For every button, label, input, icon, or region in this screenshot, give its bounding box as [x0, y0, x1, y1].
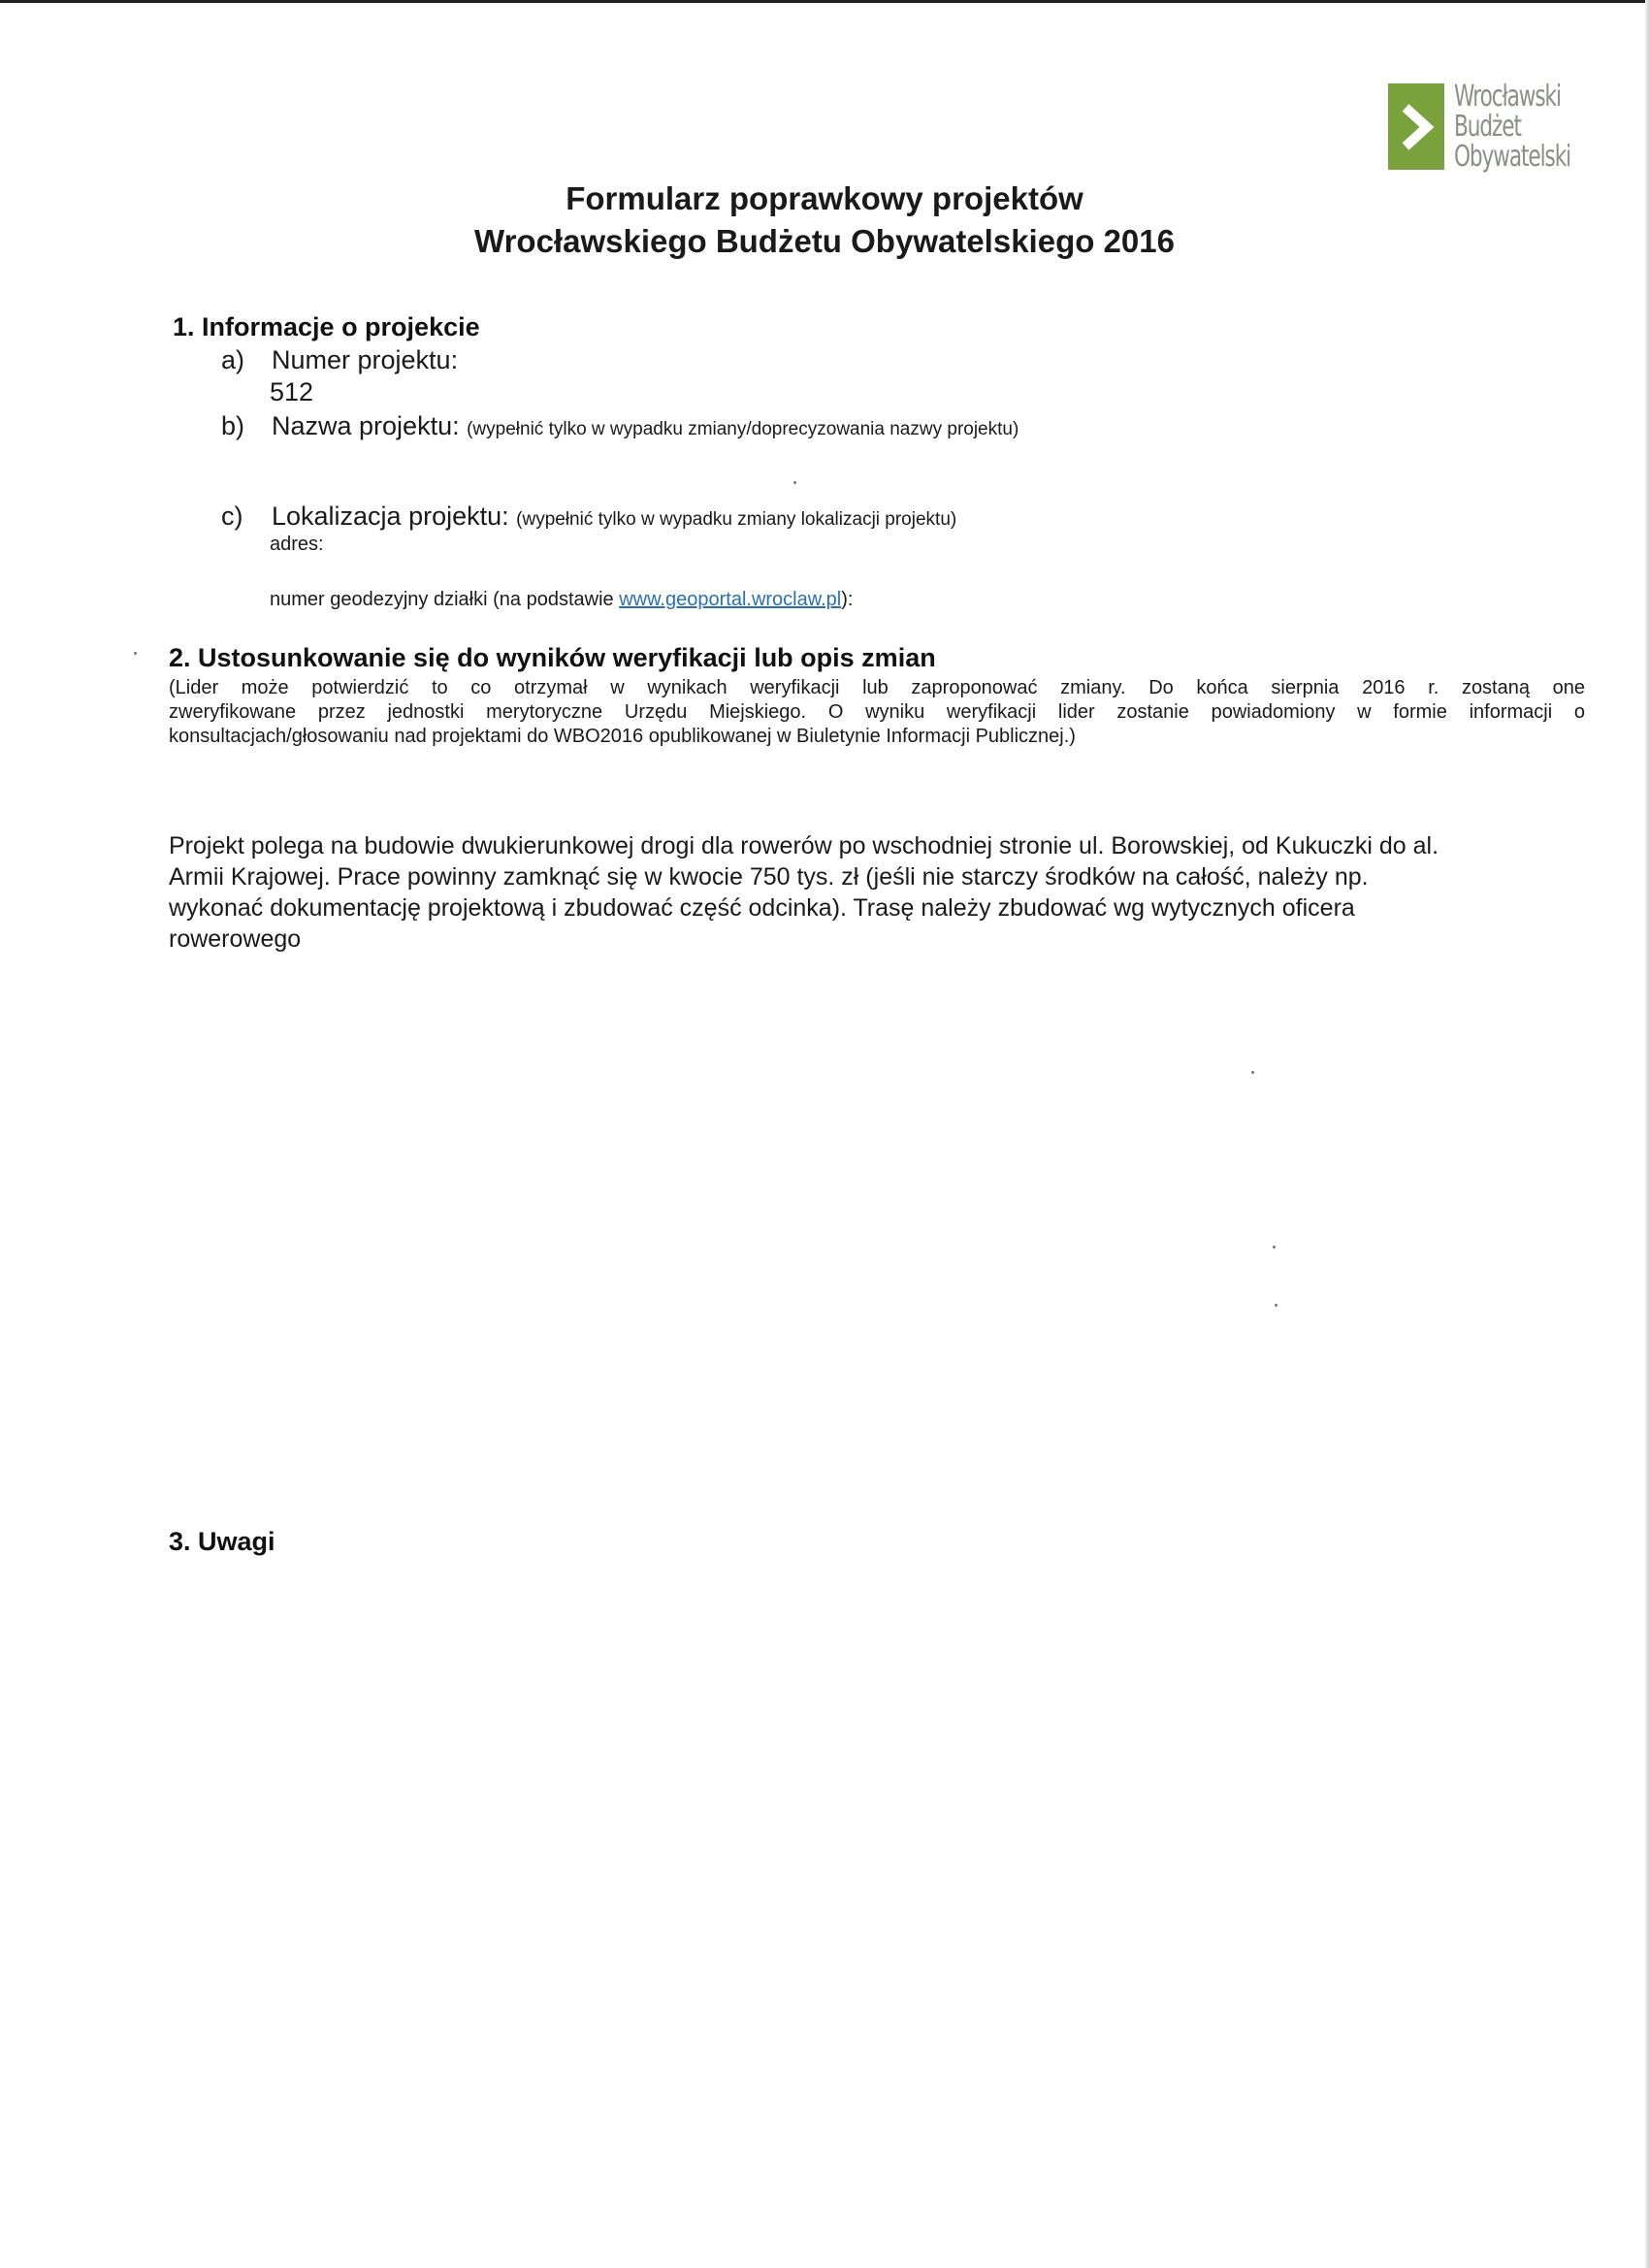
- scan-speck: [134, 652, 137, 655]
- section-1-heading: 1. Informacje o projekcie: [173, 312, 480, 341]
- project-name-label: Nazwa projektu:: [272, 411, 460, 440]
- item-c-marker: c): [221, 502, 243, 531]
- scan-speck: [1273, 1246, 1276, 1248]
- project-name-hint: (wypełnić tylko w wypadku zmiany/doprecyzowania nazwy projektu): [467, 419, 1019, 439]
- logo-line-2: Budżet: [1454, 110, 1521, 144]
- section-2-instructions: [169, 676, 1585, 749]
- wbo-logo: [1388, 80, 1577, 174]
- body-line-4: rowerowego: [169, 925, 302, 953]
- parcel-number-label: numer geodezyjny działki (na podstawie: [270, 589, 620, 610]
- item-a-marker: a): [221, 345, 245, 374]
- scan-top-edge: [0, 0, 1649, 3]
- geoportal-link[interactable]: www.geoportal.wroclaw.pl: [619, 589, 842, 610]
- body-line-1: Projekt polega na budowie dwukierunkowej drogi dla rowerów po wschodniej stronie ul. Borowskiej, od Kukuczki do al.: [169, 832, 1439, 859]
- parcel-number-row: [270, 589, 853, 611]
- logo-line-3: Obywatelski: [1454, 140, 1571, 174]
- instructions-line-1: (Lider może potwierdzić to co otrzymał w wynikach weryfikacji lub zaproponować zmiany. Do końca sierpnia 2016 r. zostaną one: [169, 677, 1585, 698]
- instructions-line-2: zweryfikowane przez jednostki merytoryczne Urzędu Miejskiego. O wyniku weryfikacji lider zostanie powiadomiony w formie informacji o: [169, 701, 1585, 723]
- scan-speck: [793, 481, 796, 484]
- parcel-number-label-end: ):: [841, 589, 854, 610]
- item-b-marker: b): [221, 411, 245, 440]
- project-number-row: [221, 345, 458, 375]
- project-location-hint: (wypełnić tylko w wypadku zmiany lokalizacji projektu): [516, 509, 957, 530]
- scan-speck: [1275, 1304, 1277, 1307]
- section-2-heading: 2. Ustosunkowanie się do wyników weryfikacji lub opis zmian: [169, 643, 936, 672]
- scan-right-edge: [1645, 0, 1649, 2268]
- form-title: [0, 178, 1649, 263]
- chevron-right-icon: [1398, 104, 1437, 150]
- body-line-3: wykonać dokumentację projektową i zbudować część odcinka). Trasę należy zbudować wg wytycznych oficera: [169, 894, 1355, 922]
- section-3-heading: 3. Uwagi: [169, 1527, 275, 1556]
- logo-square: [1388, 83, 1444, 170]
- form-title-line-2: Wrocławskiego Budżetu Obywatelskiego 2016: [474, 223, 1175, 259]
- project-name-row: [221, 411, 1018, 441]
- logo-text: [1454, 81, 1570, 172]
- scan-speck: [1251, 1071, 1254, 1074]
- project-number-label: Numer projektu:: [272, 345, 459, 374]
- section-2-body: [169, 830, 1585, 955]
- project-location-label: Lokalizacja projektu:: [272, 502, 509, 531]
- address-label: adres:: [270, 534, 324, 555]
- project-location-row: [221, 502, 956, 532]
- body-line-2: Armii Krajowej. Prace powinny zamknąć się w kwocie 750 tys. zł (jeśli nie starczy środków na całość, należy np.: [169, 863, 1369, 891]
- instructions-line-3: konsultacjach/głosowaniu nad projektami do WBO2016 opublikowanej w Biuletynie Informacji Publicznej.): [169, 726, 1076, 747]
- project-number-value: 512: [270, 377, 314, 406]
- logo-line-1: Wrocławski: [1454, 80, 1561, 113]
- form-title-line-1: Formularz poprawkowy projektów: [566, 180, 1083, 216]
